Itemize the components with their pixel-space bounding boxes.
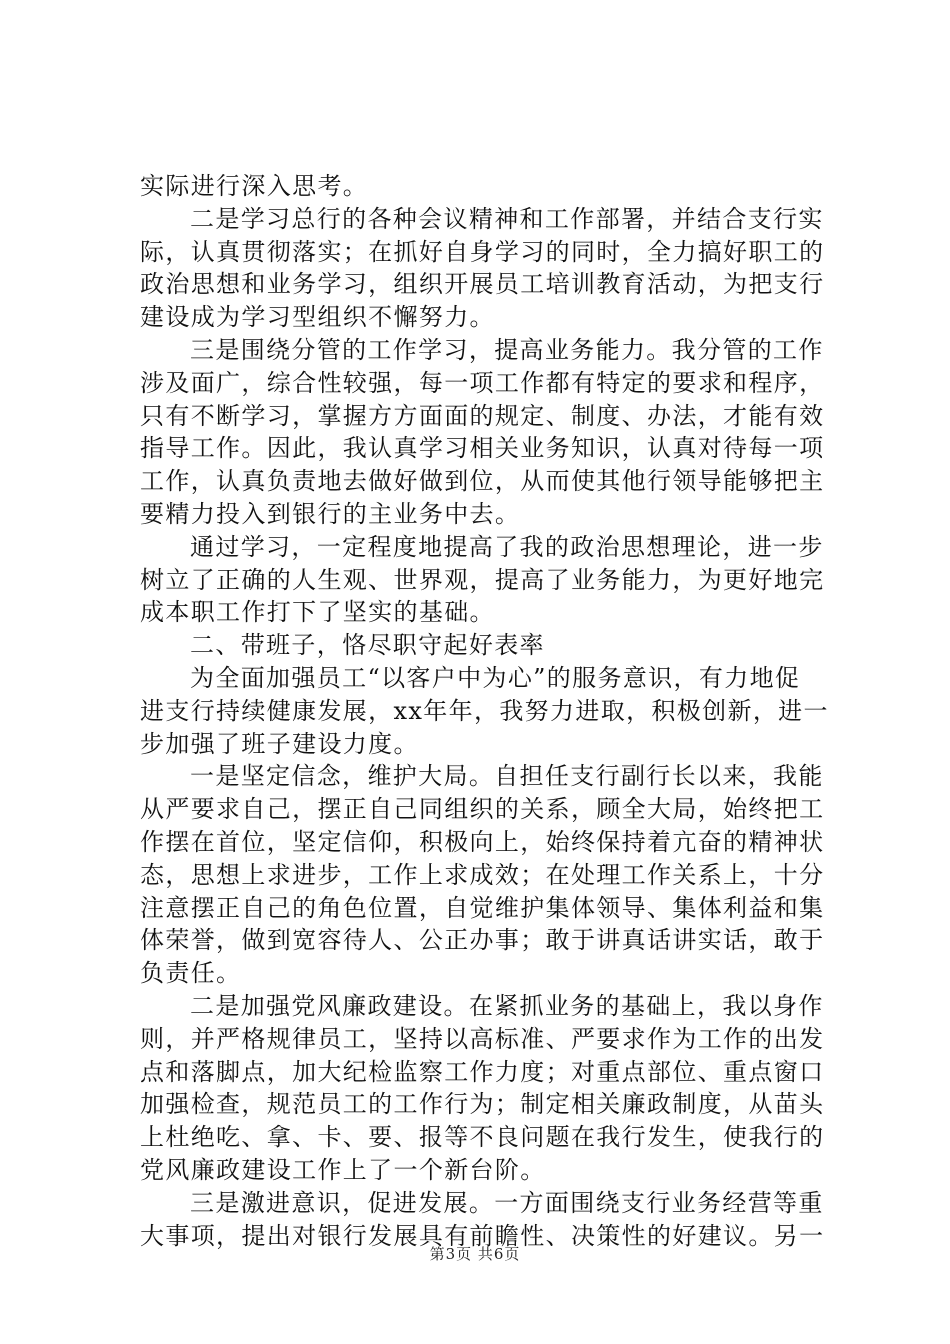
text-line: 大事项，提出对银行发展具有前瞻性、决策性的好建议。另一	[140, 1221, 825, 1250]
text-line: 态，思想上求进步，工作上求成效；在处理工作关系上，十分	[140, 860, 825, 889]
text-line: 从严要求自己，摆正自己同组织的关系，顾全大局，始终把工	[140, 795, 825, 824]
text-line: 三是激进意识，促进发展。一方面围绕支行业务经营等重	[190, 1188, 824, 1217]
text-line: 注意摆正自己的角色位置，自觉维护集体领导、集体利益和集	[140, 893, 825, 922]
text-line: 建设成为学习型组织不懈努力。	[140, 303, 495, 332]
text-line: 通过学习，一定程度地提高了我的政治思想理论，进一步	[190, 532, 824, 561]
text-line: 涉及面广，综合性较强，每一项工作都有特定的要求和程序，	[140, 368, 825, 397]
text-line: 际，认真贯彻落实；在抓好自身学习的同时，全力搞好职工的	[140, 237, 825, 266]
text-line: 工作，认真负责地去做好做到位，从而使其他行领导能够把主	[140, 467, 825, 496]
text-line: 要精力投入到银行的主业务中去。	[140, 499, 521, 528]
text-line: 上杜绝吃、拿、卡、要、报等不良问题在我行发生，使我行的	[140, 1123, 825, 1152]
text-line: 树立了正确的人生观、世界观，提高了业务能力，为更好地完	[140, 565, 825, 594]
text-line: 步加强了班子建设力度。	[140, 729, 419, 758]
text-line: 二、带班子，恪尽职守起好表率	[190, 631, 545, 660]
text-line: 实际进行深入思考。	[140, 172, 369, 200]
text-line: 加强检查，规范员工的工作行为；制定相关廉政制度，从苗头	[140, 1090, 825, 1119]
text-line: 二是学习总行的各种会议精神和工作部署，并结合支行实	[190, 204, 824, 233]
document-body	[140, 170, 830, 1252]
text-line: 政治思想和业务学习，组织开展员工培训教育活动，为把支行	[140, 270, 825, 299]
text-line: 二是加强党风廉政建设。在紧抓业务的基础上，我以身作	[190, 991, 824, 1020]
text-line: 体荣誉，做到宽容待人、公正办事；敢于讲真话讲实话，敢于	[140, 926, 825, 955]
page-number-footer: 第3页 共6页	[429, 1245, 521, 1263]
text-line: 为全面加强员工“以客户中为心”的服务意识，有力地促	[190, 663, 801, 692]
text-line: 负责任。	[140, 959, 242, 988]
text-line: 作摆在首位，坚定信仰，积极向上，始终保持着亢奋的精神状	[140, 827, 825, 856]
text-line: 一是坚定信念，维护大局。自担任支行副行长以来，我能	[190, 762, 824, 791]
text-line: 点和落脚点，加大纪检监察工作力度；对重点部位、重点窗口	[140, 1057, 825, 1086]
text-line: 进支行持续健康发展，xx年年，我努力进取，积极创新，进一	[140, 696, 829, 725]
text-line: 成本职工作打下了坚实的基础。	[140, 598, 495, 627]
text-line: 三是围绕分管的工作学习，提高业务能力。我分管的工作	[190, 335, 824, 364]
text-line: 则，并严格规律员工，坚持以高标准、严要求作为工作的出发	[140, 1024, 825, 1053]
text-line: 指导工作。因此，我认真学习相关业务知识，认真对待每一项	[140, 434, 825, 463]
text-line: 党风廉政建设工作上了一个新台阶。	[140, 1155, 546, 1184]
text-line: 只有不断学习，掌握方方面面的规定、制度、办法，才能有效	[140, 401, 825, 430]
